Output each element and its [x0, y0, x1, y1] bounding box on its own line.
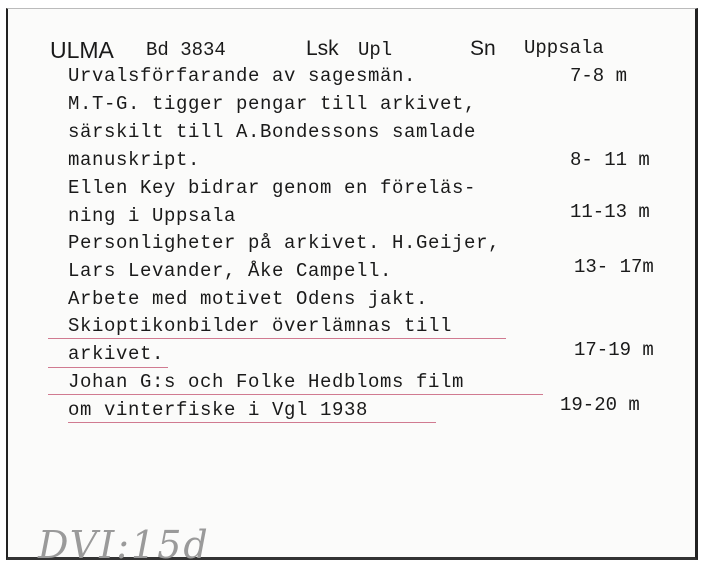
lsk-label: Lsk: [306, 37, 339, 60]
archive-code: ULMA: [50, 37, 114, 63]
lsk-value: Upl: [358, 39, 393, 61]
entry-line: Ellen Key bidrar genom en föreläs-: [68, 177, 477, 199]
catalog-card: [6, 8, 698, 567]
entry-line: Personligheter på arkivet. H.Geijer,: [68, 232, 501, 254]
volume-number: Bd 3834: [146, 39, 226, 61]
entry-line: om vinterfiske i Vgl 1938: [68, 399, 369, 421]
entry-line: ning i Uppsala: [68, 205, 237, 227]
entry-line: Lars Levander, Åke Campell.: [68, 260, 393, 282]
page-ref: 8- 11 m: [570, 149, 650, 171]
entry-line: Skioptikonbilder överlämnas till: [68, 315, 453, 337]
entry-line: Urvalsförfarande av sagesmän.: [68, 65, 417, 87]
entry-line: särskilt till A.Bondessons samlade: [68, 121, 477, 143]
entry-line: manuskript.: [68, 149, 201, 171]
entry-line: Arbete med motivet Odens jakt.: [68, 288, 429, 310]
underline-mark: [48, 394, 543, 395]
page-ref: 13- 17m: [574, 256, 654, 278]
underline-mark: [48, 367, 168, 368]
sn-value: Uppsala: [524, 37, 604, 59]
sn-label: Sn: [470, 37, 496, 60]
entry-line: Johan G:s och Folke Hedbloms film: [68, 371, 465, 393]
entry-line: arkivet.: [68, 343, 165, 365]
page-ref: 7-8 m: [570, 65, 628, 87]
underline-mark: [68, 422, 436, 423]
underline-mark: [48, 338, 506, 339]
page-ref: 11-13 m: [570, 201, 650, 223]
pencil-shelfmark: DVI:15d: [38, 523, 210, 567]
page-ref: 19-20 m: [560, 394, 640, 416]
page-ref: 17-19 m: [574, 339, 654, 361]
entry-line: M.T-G. tigger pengar till arkivet,: [68, 93, 477, 115]
